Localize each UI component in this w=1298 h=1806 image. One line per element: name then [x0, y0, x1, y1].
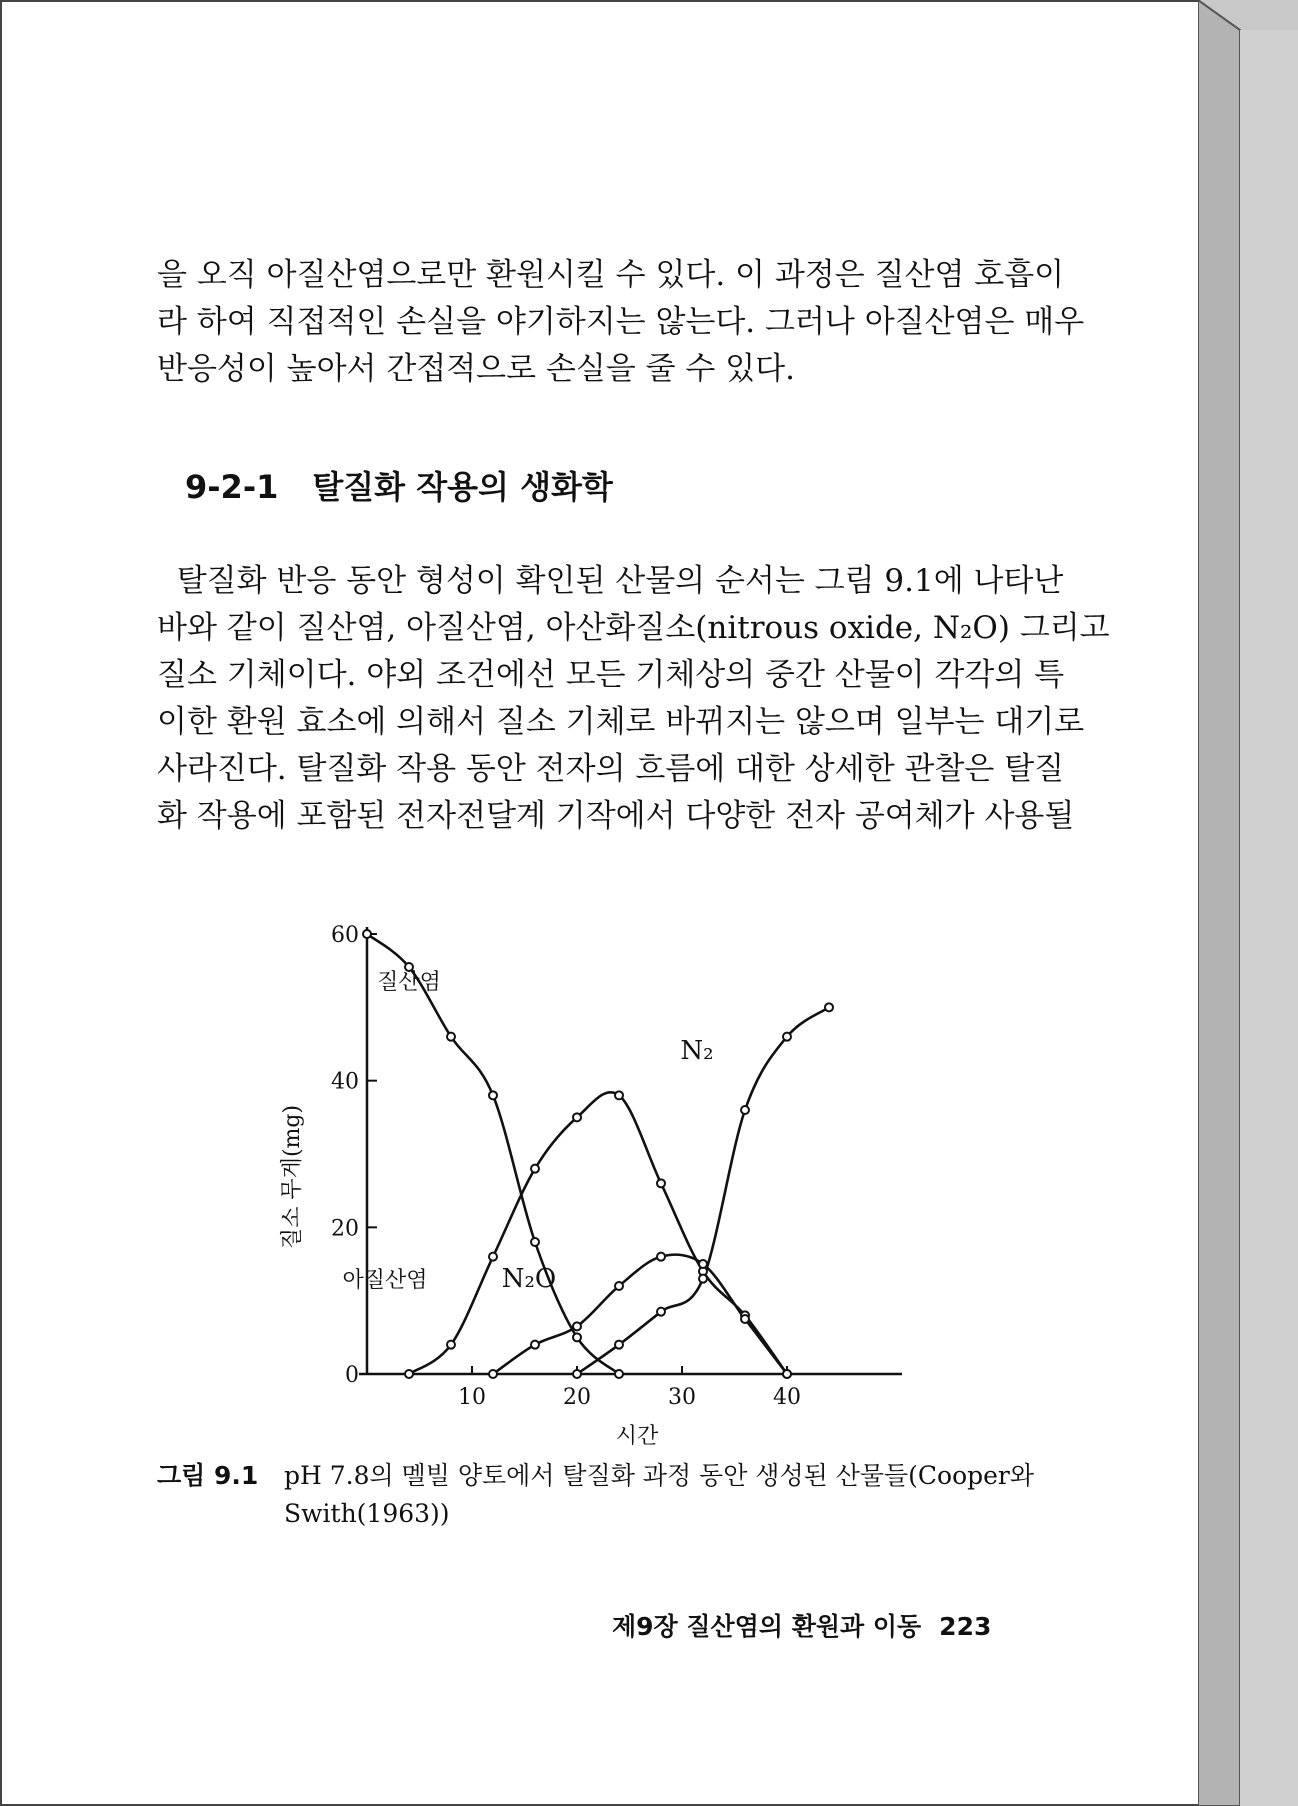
y-tick-label: 20 — [331, 1216, 359, 1242]
data-point-n2 — [825, 1003, 833, 1011]
y-axis-title: 질소 무게(mg) — [280, 1104, 305, 1250]
data-point-n2o — [489, 1370, 497, 1378]
section-heading — [185, 462, 613, 508]
data-point-nitrate — [447, 1033, 455, 1041]
data-point-nitrite — [615, 1091, 623, 1099]
data-point-n2o — [699, 1260, 707, 1268]
data-point-n2 — [615, 1341, 623, 1349]
x-axis-title: 시간 — [615, 1424, 659, 1449]
page-stack-edge — [1198, 0, 1298, 1806]
section-title: 탈질화 작용의 생화학 — [312, 468, 613, 506]
text-line: 사라진다. 탈질화 작용 동안 전자의 흐름에 대한 상세한 관찰은 탈질 — [157, 751, 1065, 787]
data-point-n2o — [657, 1253, 665, 1261]
text-line: 이한 환원 효소에 의해서 질소 기체로 바뀌지는 않으며 일부는 대기로 — [157, 704, 1085, 740]
data-point-n2o — [615, 1282, 623, 1290]
data-point-nitrite — [657, 1179, 665, 1187]
data-point-nitrate — [615, 1370, 623, 1378]
denitrification-chart — [277, 917, 917, 1457]
data-point-nitrite — [405, 1370, 413, 1378]
series-label-n2o: N₂O — [501, 1264, 557, 1294]
data-point-nitrate — [573, 1333, 581, 1341]
text-line: 라 하여 직접적인 손실을 야기하지는 않는다. 그러나 아질산염은 매우 — [157, 304, 1085, 340]
text-line: 을 오직 아질산염으로만 환원시킬 수 있다. 이 과정은 질산염 호흡이 — [157, 257, 1065, 293]
series-line-nitrite — [409, 1092, 787, 1374]
x-tick-label: 30 — [668, 1385, 696, 1410]
data-point-n2 — [657, 1308, 665, 1316]
series-line-nitrate — [367, 934, 619, 1374]
data-point-nitrite — [531, 1165, 539, 1173]
data-point-n2 — [699, 1275, 707, 1283]
page-number: 223 — [939, 1612, 992, 1641]
x-tick-label: 20 — [563, 1385, 591, 1410]
x-tick-label: 10 — [458, 1385, 486, 1410]
data-point-n2 — [783, 1033, 791, 1041]
paragraph-body — [157, 558, 1110, 840]
series-label-n2: N₂ — [680, 1036, 714, 1066]
text-line: 바와 같이 질산염, 아질산염, 아산화질소(nitrous oxide, N₂O) 그리고 — [157, 610, 1110, 646]
caption-text: pH 7.8의 멜빌 양토에서 탈질화 과정 동안 생성된 산물들(Cooper와 Swith(1963)) — [284, 1461, 1035, 1528]
series-label-nitrate: 질산염 — [377, 970, 441, 995]
x-tick-label: 40 — [773, 1385, 801, 1410]
section-number: 9-2-1 — [185, 468, 279, 506]
data-point-n2o — [741, 1315, 749, 1323]
data-point-nitrate — [531, 1238, 539, 1246]
data-point-nitrate — [363, 930, 371, 938]
data-point-n2 — [573, 1370, 581, 1378]
data-point-nitrate — [489, 1091, 497, 1099]
data-point-n2o — [573, 1322, 581, 1330]
text-line: 질소 기체이다. 야외 조건에선 모든 기체상의 중간 산물이 각각의 특 — [157, 657, 1065, 693]
chapter-title: 제9장 질산염의 환원과 이동 — [612, 1612, 922, 1641]
text-line: 반응성이 높아서 간접적으로 손실을 줄 수 있다. — [157, 351, 795, 387]
figure-9-1 — [277, 917, 917, 1457]
data-point-n2o — [531, 1341, 539, 1349]
paragraph-continuation — [157, 252, 1085, 393]
text-line: 화 작용에 포함된 전자전달계 기작에서 다양한 전자 공여체가 사용될 — [157, 798, 1075, 834]
data-point-nitrite — [489, 1253, 497, 1261]
y-tick-label: 0 — [345, 1363, 359, 1388]
data-point-nitrite — [573, 1113, 581, 1121]
y-tick-label: 40 — [331, 1069, 359, 1095]
series-label-nitrite: 아질산염 — [342, 1268, 428, 1293]
data-point-n2 — [741, 1106, 749, 1114]
data-point-nitrite — [447, 1341, 455, 1349]
y-tick-label: 60 — [331, 923, 359, 948]
text-line: 탈질화 반응 동안 형성이 확인된 산물의 순서는 그림 9.1에 나타난 — [157, 563, 1064, 599]
caption-label: 그림 9.1 — [157, 1461, 259, 1490]
data-point-n2o — [783, 1370, 791, 1378]
running-footer — [612, 1607, 991, 1643]
